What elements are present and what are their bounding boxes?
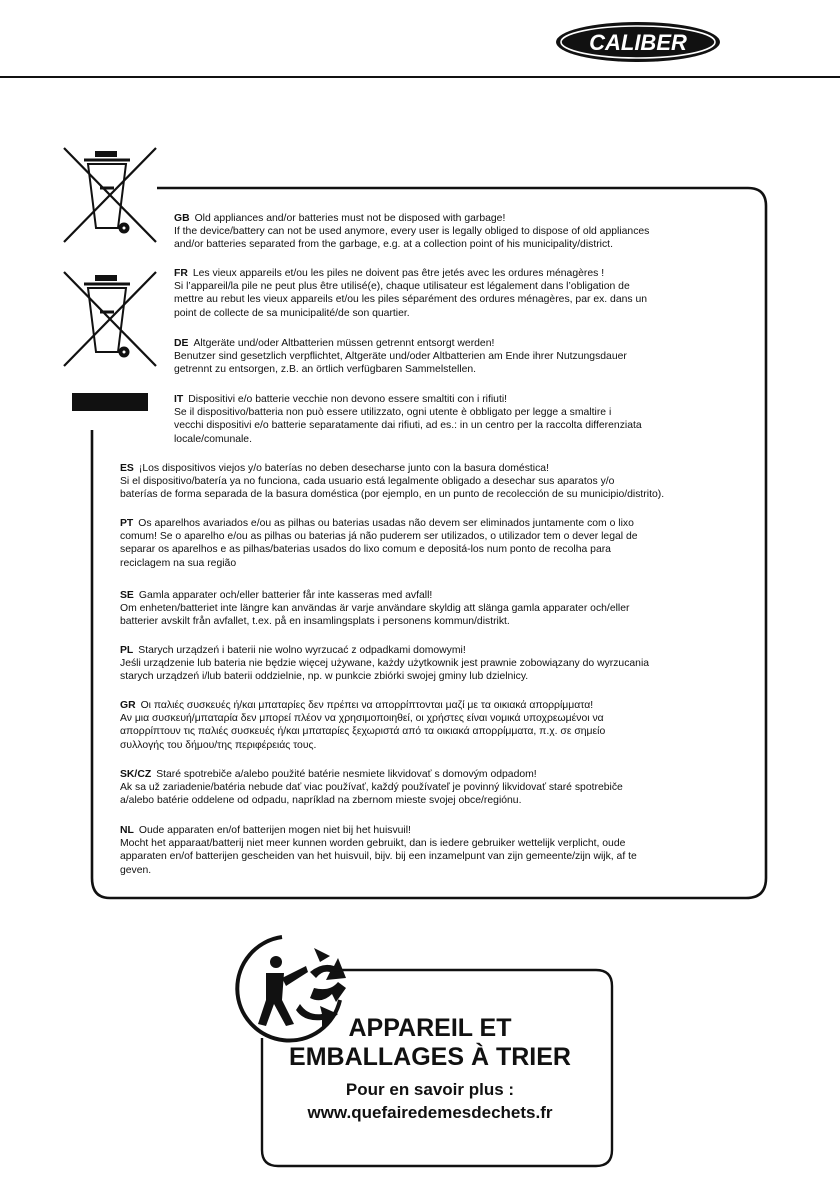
crossed-out-wheelie-bin-icon <box>56 268 164 368</box>
section-body-line: Mocht het apparaat/batterij niet meer kunnen worden gebruikt, dan is iedere gebruiker wettelijk verplicht, oude <box>120 838 626 850</box>
caliber-logo <box>554 20 722 64</box>
disposal-section-pt <box>120 517 638 570</box>
section-body-line: and/or batteries separated from the garbage, e.g. at a collection point of his municipality/district. <box>174 239 613 251</box>
section-heading <box>120 824 637 837</box>
section-body-line: locale/comunale. <box>174 433 252 445</box>
section-body-line: vecchi dispositivi e/o batterie separatamente dai rifiuti, ad es.: in un centro per la raccolta differenziata <box>174 420 642 432</box>
section-heading-text: Staré spotrebiče a/alebo použité batérie nesmiete likvidovať s domovým odpadom! <box>156 769 537 780</box>
section-heading-text: Oude apparaten en/of batterijen mogen niet bij het huisvuil! <box>138 825 411 836</box>
section-body-line: Αν μια συσκευή/μπαταρία δεν μπορεί πλέον να χρησιμοποιηθεί, οι χρήστες είναι νομικά υποχρεωμένοι να <box>120 713 604 725</box>
disposal-section-de <box>174 337 627 377</box>
section-body-line: starych urządzeń i/lub baterii oddzielnie, np. w punkcie zbiórki swojej gminy lub dzielnicy. <box>120 671 529 683</box>
language-code: ES <box>120 463 134 474</box>
separate-collection-bar <box>72 393 148 411</box>
section-heading-text: Altgeräte und/oder Altbatterien müssen getrennt entsorgt werden! <box>193 338 495 349</box>
section-heading-text: Les vieux appareils et/ou les piles ne doivent pas être jetés avec les ordures ménagères ! <box>192 268 605 279</box>
section-heading-text: Starych urządzeń i baterii nie wolno wyrzucać z odpadkami domowymi! <box>138 645 466 656</box>
language-code: GB <box>174 213 190 224</box>
triman-info-line1: Pour en savoir plus : <box>345 1080 515 1099</box>
logo-text: CALIBER <box>589 30 687 55</box>
crossed-out-wheelie-bin-icon <box>56 144 164 244</box>
section-body-line: Jeśli urządzenie lub bateria nie będzie więcej używane, każdy użytkownik jest prawnie zobowiązany do wyrzucania <box>120 658 650 670</box>
language-code: SK/CZ <box>120 769 152 780</box>
section-body-line: geven. <box>120 864 152 876</box>
section-heading <box>120 768 623 781</box>
section-heading <box>174 212 649 225</box>
section-heading-text: Οι παλιές συσκευές ή/και μπαταρίες δεν πρέπει να απορρίπτονται μαζί με τα οικιακά απορρίμματα! <box>140 700 594 711</box>
section-heading-text: Old appliances and/or batteries must not be disposed with garbage! <box>194 213 506 224</box>
section-body-line: Benutzer sind gesetzlich verpflichtet, Altgeräte und/oder Altbatterien am Ende ihrer Nutzungsdauer <box>174 351 627 363</box>
language-code: PT <box>120 518 134 529</box>
section-body-line: getrennt zu entsorgen, z.B. an örtlich verfügbaren Sammelstellen. <box>174 364 477 376</box>
language-code: GR <box>120 700 136 711</box>
section-heading <box>120 462 664 475</box>
disposal-section-fr <box>174 267 647 320</box>
language-code: PL <box>120 645 134 656</box>
section-body-line: Si l’appareil/la pile ne peut plus être utilisé(e), chaque utilisateur est légalement dans l’obligation de <box>174 281 630 293</box>
section-body-line: apparaten en/of batterijen gescheiden van het huisvuil, bijv. bij een inzamelpunt van zijn gemeente/zijn wijk, af te <box>120 851 637 863</box>
section-heading <box>120 699 605 712</box>
language-code: FR <box>174 268 188 279</box>
language-code: DE <box>174 338 189 349</box>
triman-website-link[interactable]: www.quefairedemesdechets.fr <box>307 1103 553 1122</box>
section-heading <box>120 644 649 657</box>
section-body-line: Om enheten/batteriet inte längre kan användas är varje användare skyldig att slänga gamla apparater och/eller <box>120 603 630 615</box>
disposal-section-sk-cz <box>120 768 623 808</box>
section-body-line: Ak sa už zariadenie/batéria nebude dať viac používať, každý používateľ je povinný likvidovať staré spotrebiče <box>120 782 623 794</box>
section-body-line: mettre au rebut les vieux appareils et/ou les piles séparément des ordures ménagères, par ex. dans un <box>174 294 648 306</box>
section-heading <box>120 589 629 602</box>
section-body-line: Se il dispositivo/batteria non può essere utilizzato, ogni utente è obbligato per legge a smaltire i <box>174 407 612 419</box>
section-body-line: comum! Se o aparelho e/ou as pilhas ou baterias já não puderem ser utilizados, o utilizador tem o dever legal de <box>120 531 638 543</box>
disposal-section-es <box>120 462 664 502</box>
disposal-section-gr <box>120 699 605 752</box>
section-body-line: απορρίπτουν τις παλιές συσκευές ή/και μπαταρίες ξεχωριστά από τα οικιακά απορρίμματα, π.χ. σε σημείο <box>120 726 606 738</box>
section-body-line: συλλογής του δήμου/της περιφέρειάς τους. <box>120 739 317 751</box>
section-body-line: reciclagem na sua região <box>120 557 237 569</box>
section-heading <box>174 267 647 280</box>
section-heading <box>120 517 638 530</box>
disposal-section-pl <box>120 644 649 684</box>
language-code: IT <box>174 394 184 405</box>
triman-title-line1: APPAREIL ET <box>348 1014 512 1042</box>
section-heading <box>174 393 642 406</box>
section-heading-text: Dispositivi e/o batterie vecchie non devono essere smaltiti con i rifiuti! <box>188 394 508 405</box>
header-divider <box>0 76 840 78</box>
section-body-line: Si el dispositivo/batería ya no funciona, cada usuario está legalmente obligado a desechar sus aparatos y/o <box>120 476 615 488</box>
section-heading-text: Gamla apparater och/eller batterier får inte kasseras med avfall! <box>138 590 433 601</box>
section-body-line: a/alebo batérie oddelene od odpadu, napríklad na zbernom mieste svojej obce/regiónu. <box>120 795 522 807</box>
section-heading-text: ¡Los dispositivos viejos y/o baterías no deben desecharse junto con la basura doméstica! <box>138 463 549 474</box>
language-code: NL <box>120 825 134 836</box>
section-body-line: If the device/battery can not be used anymore, every user is legally obliged to dispose of old appliances <box>174 226 650 238</box>
section-body-line: point de collecte de sa municipalité/de son quartier. <box>174 307 410 319</box>
section-body-line: batterier avskilt från avfallet, t.ex. på en insamlingsplats i personens kommun/distrikt. <box>120 616 510 628</box>
section-heading-text: Os aparelhos avariados e/ou as pilhas ou baterias usadas não devem ser eliminados juntamente com o lixo <box>138 518 634 529</box>
section-body-line: baterías de forma separada de la basura doméstica (por ejemplo, en un punto de recolección de su municipio/distrito). <box>120 489 665 501</box>
disposal-section-nl <box>120 824 637 877</box>
section-heading <box>174 337 627 350</box>
triman-title-line2: EMBALLAGES À TRIER <box>289 1043 571 1071</box>
disposal-section-it <box>174 393 642 446</box>
disposal-section-se <box>120 589 629 629</box>
disposal-section-gb <box>174 212 649 252</box>
section-body-line: separar os aparelhos e as pilhas/baterias usados do lixo comum e depositá-los num ponto de recolha para <box>120 544 611 556</box>
language-code: SE <box>120 590 134 601</box>
